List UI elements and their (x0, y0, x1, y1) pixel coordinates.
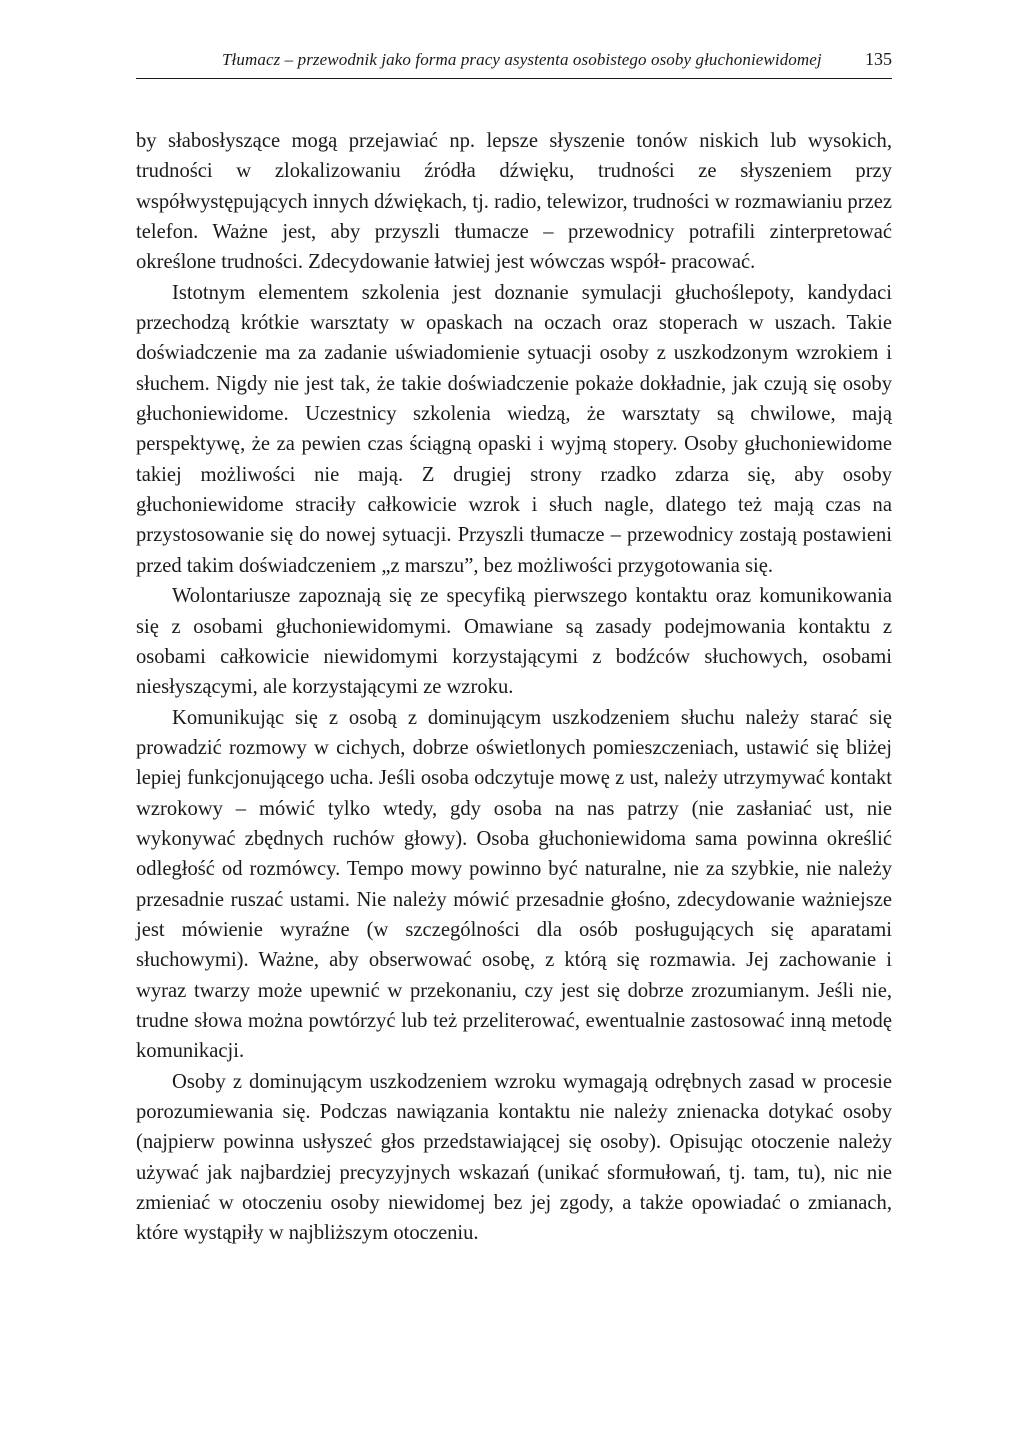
paragraph-hearing-impairment-communication: Komunikując się z osobą z dominującym uszkodzeniem słuchu należy starać się prowadzić rozmowy w cichych, dobrze oświetlonych pomieszczeniach, ustawić się bliżej lepiej funkcjonującego ucha. Jeśli osoba odczytuje mowę z ust, należy utrzymywać kontakt wzrokowy – mówić tylko wtedy, gdy osoba na nas patrzy (nie zasłaniać ust, nie wykonywać zbędnych ruchów głowy). Osoba głuchoniewidoma sama powinna określić odległość od rozmówcy. Tempo mowy powinno być naturalne, nie za szybkie, nie należy przesadnie ruszać ustami. Nie należy mówić przesadnie głośno, zdecydowanie ważniejsze jest mówienie wyraźne (w szczególności dla osób posługujących się aparatami słuchowymi). Ważne, aby obserwować osobę, z którą się rozmawia. Jej zachowanie i wyraz twarzy może upewnić w przekonaniu, czy jest się dobrze zrozumianym. Jeśli nie, trudne słowa można powtórzyć lub też przeliterować, ewentualnie zastosować inną metodę komunikacji. (136, 706, 892, 1063)
paragraph-vision-impairment-communication: Osoby z dominującym uszkodzeniem wzroku wymagają odrębnych zasad w procesie porozumiewania się. Podczas nawiązania kontaktu nie należy znienacka dotykać osoby (najpierw powinna usłyszeć głos przedstawiającej się osoby). Opisując otoczenie należy używać jak najbardziej precyzyjnych wskazań (unikać sformułowań, tj. tam, tu), nic nie zmieniać w otoczeniu osoby niewidomej bez jej zgody, a także opowiadać o zmianach, które wystąpiły w najbliższym otoczeniu. (136, 1070, 892, 1245)
running-header (136, 44, 892, 79)
paragraph-deafblindness-simulation: Istotnym elementem szkolenia jest doznanie symulacji głuchoślepoty, kandydaci przechodzą krótkie warsztaty w opaskach na oczach oraz stoperach w uszach. Takie doświadczenie ma za zadanie uświadomienie sytuacji osoby z uszkodzonym wzrokiem i słuchem. Nigdy nie jest tak, że takie doświadczenie pokaże dokładnie, jak czują się osoby głuchoniewidome. Uczestnicy szkolenia wiedzą, że warsztaty są chwilowe, mają perspektywę, że za pewien czas ściągną opaski i wyjmą stopery. Osoby głuchoniewidome takiej możliwości nie mają. Z drugiej strony rzadko zdarza się, aby osoby głuchoniewidome straciły całkowicie wzrok i słuch nagle, dlatego też mają czas na przystosowanie się do nowej sytuacji. Przyszli tłumacze – przewodnicy zostają postawieni przed takim doświadczeniem „z marszu”, bez możliwości przygotowania się. (136, 281, 892, 577)
body-text (136, 126, 892, 1249)
paragraph-continuation: by słabosłyszące mogą przejawiać np. lepsze słyszenie tonów niskich lub wysokich, trudności w zlokalizowaniu źródła dźwięku, trudności ze słyszeniem przy współwystępujących innych dźwiękach, tj. radio, telewizor, trudności w rozmawianiu przez telefon. Ważne jest, aby przyszli tłumacze – przewodnicy potrafili zinterpretować określone trudności. Zdecydowanie łatwiej jest wówczas współ- pracować. (136, 130, 892, 274)
page-number: 135 (865, 49, 892, 69)
paragraph-volunteers-first-contact: Wolontariusze zapoznają się ze specyfiką pierwszego kontaktu oraz komunikowania się z osobami głuchoniewidomymi. Omawiane są zasady podejmowania kontaktu z osobami całkowicie niewidomymi korzystającymi z bodźców słuchowych, osobami niesłyszącymi, ale korzystającymi ze wzroku. (136, 585, 892, 699)
running-header-title: Tłumacz – przewodnik jako forma pracy asystenta osobistego osoby głuchoniewidomej (222, 50, 822, 69)
